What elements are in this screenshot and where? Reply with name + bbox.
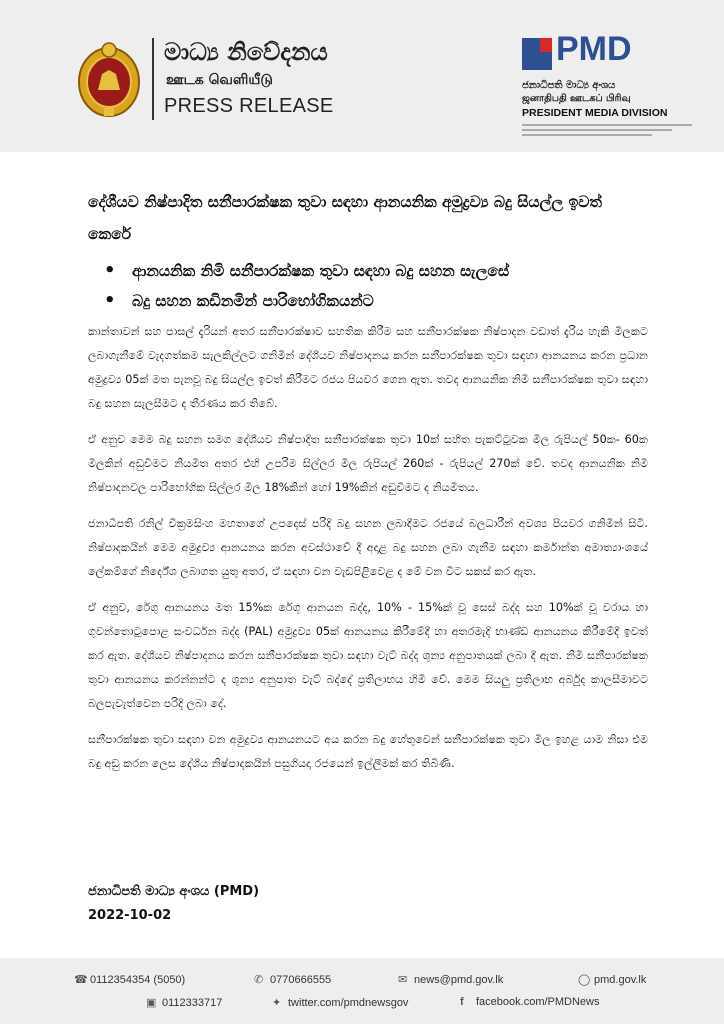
contact-bar [0, 958, 724, 1024]
pmd-logo-accent [540, 38, 552, 52]
phone-number: 0112354354 (5050) [90, 974, 186, 986]
twitter-icon: ✦ [272, 997, 282, 1009]
pmd-logo-text: PMD [556, 30, 632, 68]
contact-email[interactable] [398, 973, 503, 986]
pmd-name-tamil: ஜனாதிபதி ஊடகப் பிரிவு [522, 93, 631, 104]
pmd-name-sinhala: ජනාධිපති මාධ්‍ය අංශය [522, 80, 616, 91]
release-date: 2022-10-02 [88, 908, 172, 923]
letterhead [0, 0, 724, 152]
contact-phone [74, 973, 185, 986]
press-release-title-tamil: ஊடக வெளியீடு [166, 72, 273, 88]
phone-icon: ☎ [74, 974, 88, 986]
highlights-list [104, 256, 509, 316]
contact-website[interactable] [578, 973, 646, 986]
body-paragraph: කාන්තාවන් සහ පාසල් දැරියන් අතර සනීපාරක්ෂාව සහතික කිරීම සහ සනීපාරක්ෂක නිෂ්පාදන වඩාත් දැරිය හැකි මිලකට ලබාගැනීමේ වැදගත්කම සැලකිල්ලට ගනිමින් දේශීයව නිෂ්පාදනය කරන සනීපාරක්ෂක තුවා සඳහා ආනයනය කරන ප්‍රධාන අමුද්‍රව්‍ය 05ක් මත පැනවූ බදු සියල්ල ඉවත් කිරීමට රජය පියවර ගෙන ඇත. තවද ආනයනික නිමි සනීපාරක්ෂක තුවා සඳහා බදු සහන සැලසීමට ද තීරණය කර තිබේ. [88, 325, 648, 410]
signature: ජනාධිපති මාධ්‍ය අංශය (PMD) [88, 884, 260, 899]
header-divider [152, 38, 154, 120]
article-body [88, 320, 648, 788]
globe-icon: ◯ [578, 974, 591, 986]
press-release-title-english: PRESS RELEASE [164, 95, 334, 117]
body-paragraph: සනීපාරක්ෂක තුවා සඳහා වන අමුද්‍රව්‍ය ආනයනයට අය කරන බදු හේතුවෙන් සනීපාරක්ෂක තුවා මිල ඉහළ යාම නිසා එම බදු අඩු කරන ලෙස දේශීය නිෂ්පාදකයින් පසුගියදා රජයෙන් ඉල්ලීමක් කර තිබිණි. [88, 733, 648, 770]
body-paragraph: ජනාධිපති රනිල් වික්‍රමසිංහ මහතාගේ උපදෙස් පරිදි බදු සහන ලබාදීමට රජයේ බලධාරීන් අවශ්‍ය පියවර ගනිමින් සිටී. නිෂ්පාදකයින් මෙම අමුද්‍රව්‍ය ආනයනය කරන අවස්ථාවේ දී අදාළ බදු සහන ලබා ගැනීම සඳහා කර්මාන්ත අමාත්‍යාංශයේ ලේකම්ගේ නිර්දේශ ලබාගත යුතු අතර, ඒ සඳහා වන වැඩපිළිවෙළ ද මේ වන විට සකස් කර ඇත. [88, 517, 648, 578]
mobile-icon: ✆ [254, 974, 264, 986]
pmd-underline [522, 129, 672, 131]
mobile-number: 0770666555 [270, 974, 332, 986]
signature-block [88, 880, 259, 928]
twitter-link[interactable]: twitter.com/pmdnewsgov [288, 997, 409, 1009]
contact-facebook[interactable] [460, 996, 600, 1008]
highlight-item: • ආනයනික නිමි සනීපාරක්ෂක තුවා සඳහා බදු සහන සැලසේ [104, 256, 509, 286]
article-title: දේශීයව නිෂ්පාදිත සනීපාරක්ෂක තුවා සඳහා ආනයනික අමුද්‍රව්‍ය බදු සියල්ල ඉවත් කෙරේ [88, 193, 603, 243]
pmd-underline [522, 134, 652, 136]
contact-fax [146, 996, 222, 1009]
sri-lanka-emblem-icon [76, 38, 142, 120]
facebook-icon: f [460, 996, 464, 1008]
contact-mobile [254, 973, 331, 986]
highlight-item: • බදු සහන කඩිනමින් පාරිභෝගිකයන්ට [104, 286, 509, 316]
email-icon: ✉ [398, 974, 408, 986]
contact-twitter[interactable] [272, 996, 408, 1009]
pmd-name-english: PRESIDENT MEDIA DIVISION [522, 107, 668, 119]
press-release-title-sinhala: මාධ්‍ය නිවේදනය [164, 38, 328, 66]
body-paragraph: ඒ අනුව මෙම බදු සහන සමග දේශීයව නිෂ්පාදිත සනීපාරක්ෂක තුවා 10ක් සහිත පැකට්ටුවක මිල රුපියල් 50ක- 60ක මිලකින් අඩුවීමට නියමිත අතර එහි උපරිම සිල්ලර මිල රුපියල් 260ක් - රුපියල් 270ක් වේ. තවද ආනයනික නිමි නිෂ්පාදනවල පාරිභෝගික සිල්ලර මිල 18%කින් හෝ 19%කින් අඩුවීමට ද නියමිතය. [88, 433, 648, 494]
facebook-link[interactable]: facebook.com/PMDNews [476, 996, 600, 1008]
website-link[interactable]: pmd.gov.lk [594, 974, 647, 986]
fax-icon: ▣ [146, 997, 157, 1009]
body-paragraph: ඒ අනුව, රේගු ආනයනය මත 15%ක රේගු ආනයන බද්ද, 10% - 15%ක් වූ සෙස් බද්ද සහ 10%ක් වූ වරාය හා ගුවන්තොටුපොළ සංවර්ධන බද්ද (PAL) අමුද්‍රව්‍ය 05ක් ආනයනය කිරීමේදී හා අතරමැදි භාණ්ඩ ආනයනය කිරීමේදී ඉවත් කර ඇත. දේශීයව නිෂ්පාදනය කරන සනීපාරක්ෂක තුවා සඳහා වැට් බද්ද ශුන්‍ය අනුපාතයක් ලබා දී ඇත. නිමි සනීපාරක්ෂක තුවා ආනයනය කරන්නන්ට ද ශුන්‍ය අනුපාත වැට් බද්දේ ප්‍රතිලාභය හිමි වේ. මෙම සියලු ප්‍රතිලාභ අර්බුද කාලසීමාවට බලපැවැත්වෙන පරිදි ලබා දේ. [88, 601, 648, 710]
fax-number: 0112333717 [162, 997, 223, 1009]
email-link[interactable]: news@pmd.gov.lk [414, 974, 504, 986]
pmd-underline [522, 124, 692, 126]
